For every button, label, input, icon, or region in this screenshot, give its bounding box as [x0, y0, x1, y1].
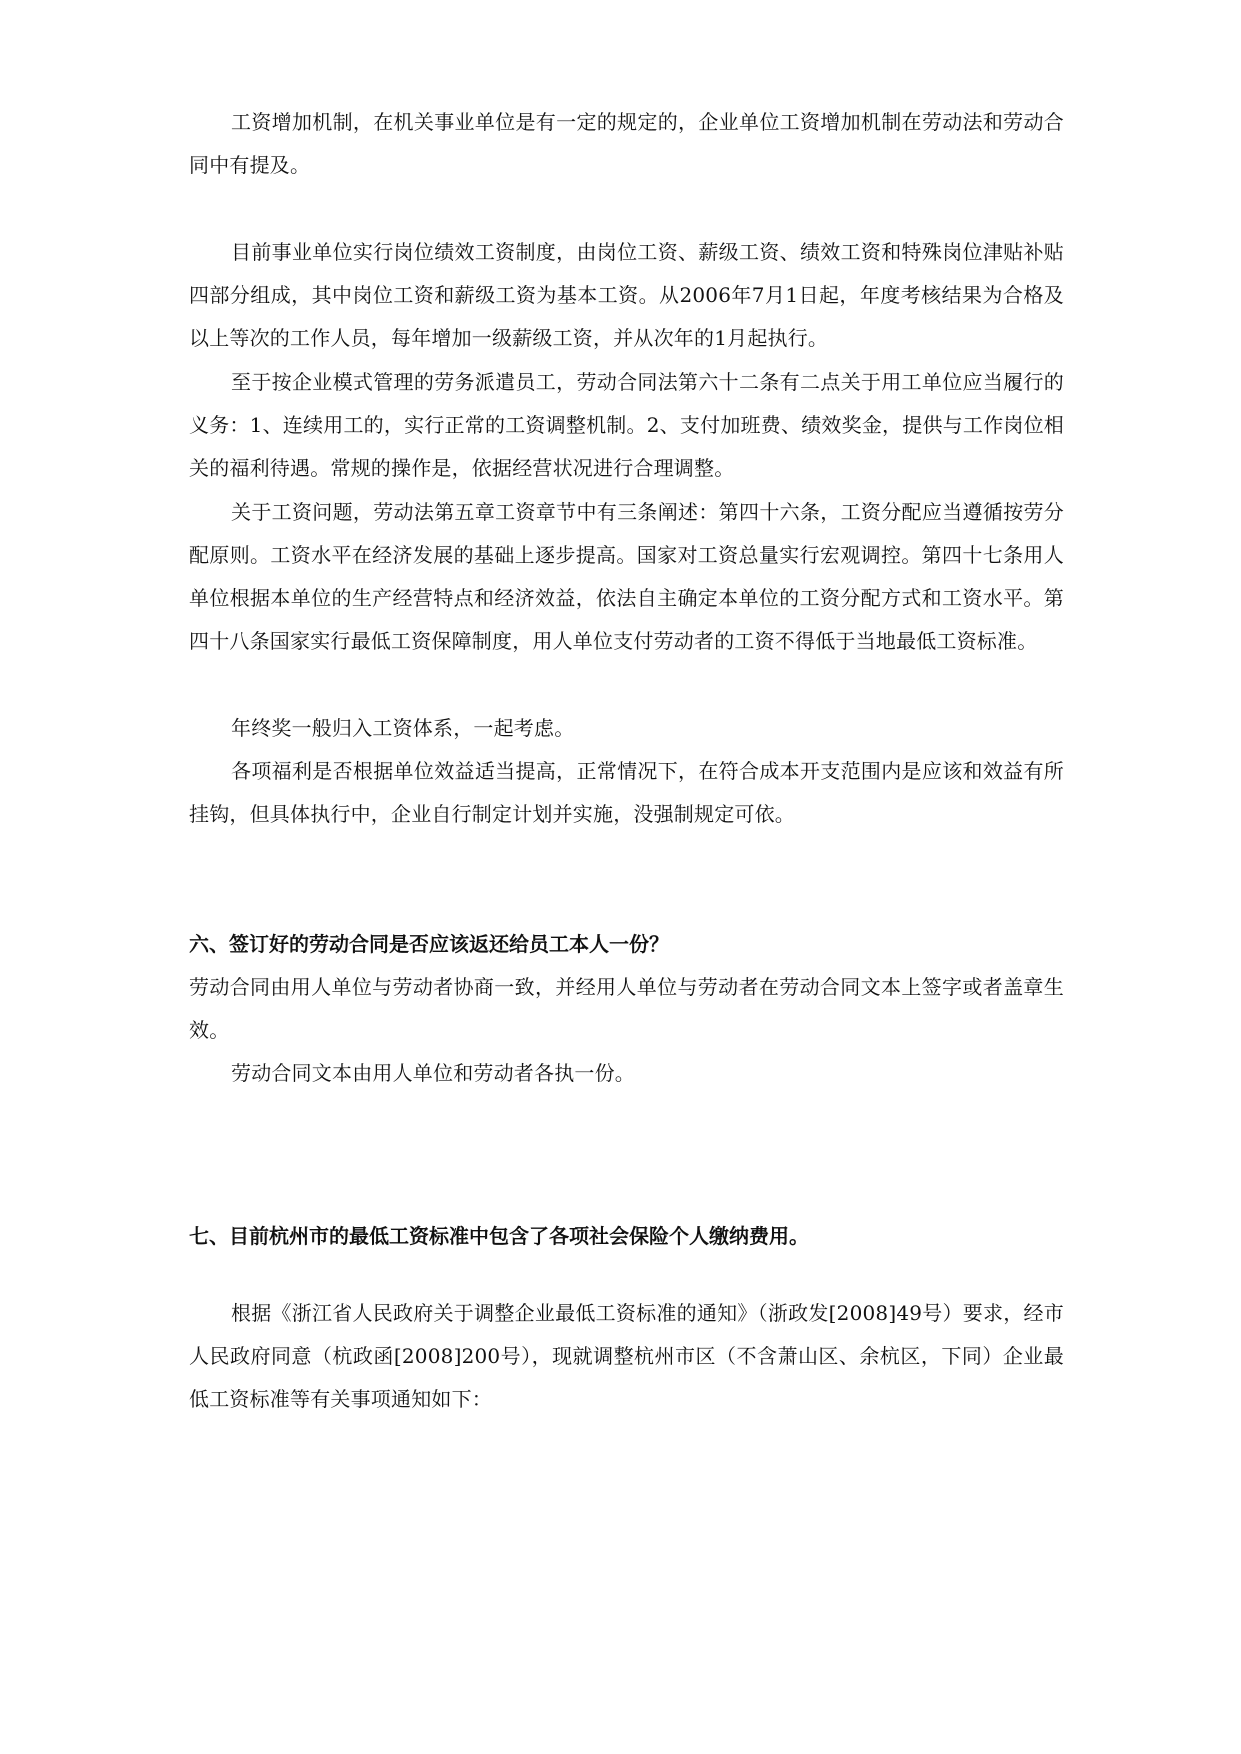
section-6-paragraph-2: 劳动合同文本由用人单位和劳动者各执一份。 [231, 1061, 635, 1085]
paragraph-dispatched-workers: 至于按企业模式管理的劳务派遣员工，劳动合同法第六十二条有二点关于用工单位应当履行的义务：1、连续用工的，实行正常的工资调整机制。2、支付加班费、绩效奖金，提供与工作岗位相关的福利待遇。常规的操作是，依据经营状况进行合理调整。 [189, 370, 1064, 480]
paragraph-labor-law-wages: 关于工资问题，劳动法第五章工资章节中有三条阐述：第四十六条，工资分配应当遵循按劳分配原则。工资水平在经济发展的基础上逐步提高。国家对工资总量实行宏观调控。第四十七条用人单位根据本单位的生产经营特点和经济效益，依法自主确定本单位的工资分配方式和工资水平。第四十八条国家实行最低工资保障制度，用人单位支付劳动者的工资不得低于当地最低工资标准。 [189, 500, 1064, 653]
paragraph-welfare: 各项福利是否根据单位效益适当提高，正常情况下，在符合成本开支范围内是应该和效益有所挂钩，但具体执行中，企业自行制定计划并实施，没强制规定可依。 [189, 759, 1064, 826]
paragraph-wage-mechanism: 工资增加机制，在机关事业单位是有一定的规定的，企业单位工资增加机制在劳动法和劳动合同中有提及。 [189, 110, 1064, 177]
paragraph-public-institution-wages: 目前事业单位实行岗位绩效工资制度，由岗位工资、薪级工资、绩效工资和特殊岗位津贴补贴四部分组成，其中岗位工资和薪级工资为基本工资。从2006年7月1日起，年度考核结果为合格及以上等次的工作人员，每年增加一级薪级工资，并从次年的1月起执行。 [189, 240, 1064, 350]
section-7-paragraph-1: 根据《浙江省人民政府关于调整企业最低工资标准的通知》（浙政发[2008]49号）要求，经市人民政府同意（杭政函[2008]200号），现就调整杭州市区（不含萧山区、余杭区，下同）企业最低工资标准等有关事项通知如下： [189, 1301, 1064, 1411]
section-6-paragraph-1: 劳动合同由用人单位与劳动者协商一致，并经用人单位与劳动者在劳动合同文本上签字或者盖章生效。 [189, 975, 1064, 1042]
section-7-heading: 七、目前杭州市的最低工资标准中包含了各项社会保险个人缴纳费用。 [189, 1224, 809, 1248]
section-6-heading: 六、签订好的劳动合同是否应该返还给员工本人一份？ [189, 932, 669, 956]
paragraph-year-end-bonus: 年终奖一般归入工资体系，一起考虑。 [231, 716, 575, 740]
